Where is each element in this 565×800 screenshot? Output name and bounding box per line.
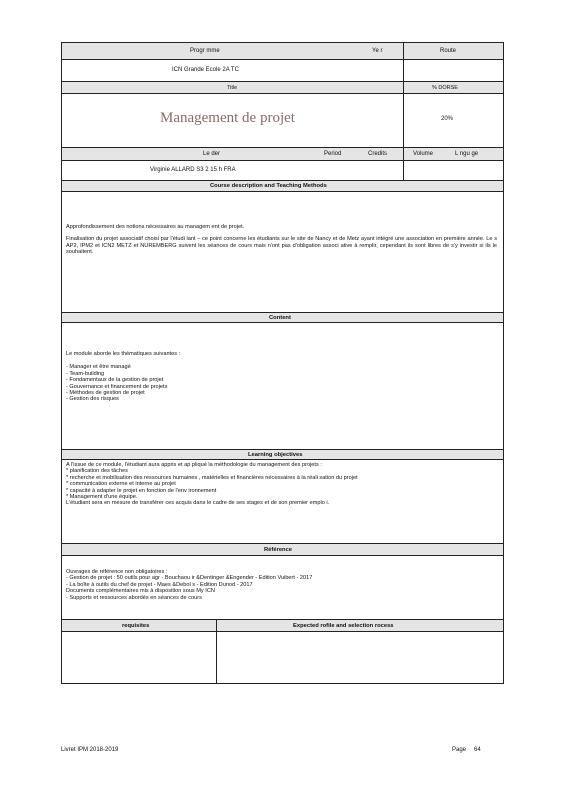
course-description-paragraph-2: Finalisation du projet associatif choisi par l'étudi lant – ce point concerne les étudiants sur le site de Nancy et de Metz ayant intégré une association en première année. Le s AP2, IPM2 et ICN2 METZ et NUREMBERG suivent les séances de cours mais n'ont pas d'obligation associ ative à remplir, cependant ils sont libres de s'y investir si ils le souhaitent. [66,236,497,256]
content-body [61,323,504,449]
leader-label: Le der [203,151,221,157]
reference-line: - Supports et ressources abordés en séances de cours [66,594,202,601]
course-description-heading-row [61,180,504,192]
learning-line: L'étudiant sera en mesure de transférer ces acquis dans le cadre de ses stages et de son premier emplo i. [66,500,330,507]
content-item: - Gouvernance et financement de projets [66,383,168,390]
reference-line: Documents complémentaires mis à disposition sous My ICN [66,588,215,595]
footer-page-label: Page [452,747,467,753]
content-heading-row [61,312,504,323]
reference-heading: Référence [264,547,293,553]
course-description-body [61,192,504,312]
prerequisites-heading-row [61,619,504,632]
language-label: L ngu ge [455,151,479,157]
course-description-paragraph-1: Approfondissement des notions nécessaires au managem ent de projet. [66,224,245,230]
learning-body [61,460,504,543]
dorse-value: 20% [441,116,454,122]
period-label: Period [324,151,342,157]
learning-line: * Management d'une équipe. [66,494,138,501]
title-header-row [61,81,504,94]
content-item: - Fondamentaux de la gestion de projet [66,377,164,384]
title-value-row [61,94,504,147]
learning-line: * planification des tâches [66,468,128,475]
learning-line: * communication externe et interne au projet [66,481,176,488]
reference-body [61,556,504,619]
programme-value: ICN Grande Ecole 2A TC [172,67,239,73]
leader-line: Virginie ALLARD S3 2 15 h FRA [150,167,236,173]
footer-page-number: 64 [474,747,481,753]
reference-line: - La boîte à outils du chef de projet - Maes &Debol s - Edition Dunod - 2017 [66,581,253,588]
content-intro: Le module aborde les thématiques suivantes : [66,351,181,357]
reference-line: Ouvrages de référence non obligatoires : [66,569,168,575]
learning-line: A l'issue de ce module, l'étudiant aura appris et ap pliqué la méthodologie du management des projets : [66,462,322,468]
leader-value-row [61,161,504,180]
course-description-heading: Course description and Teaching Methods [210,183,327,189]
footer-booklet-label: Livret IPM 2018-2019 [61,747,119,753]
programme-header-row [61,42,504,60]
course-sheet [61,42,504,684]
learning-heading: Learning objectives [248,452,303,458]
credits-label: Credits [368,151,388,157]
prerequisites-heading: requisites [122,623,150,629]
route-label: Route [440,48,457,54]
content-item: - Manager et être managé [66,364,131,371]
learning-heading-row [61,449,504,460]
programme-label: Progr mme [190,48,220,54]
dorse-label: % DORSE [432,85,458,91]
expected-profile-heading: Expected rofile and selection rocess [293,623,394,629]
leader-header-row [61,147,504,161]
volume-label: Volume [413,151,434,157]
programme-value-row [61,60,504,81]
title-label: Title [227,85,238,91]
content-item: - Team-building [66,370,105,377]
year-label: Ye r [372,48,383,54]
learning-line: * capacité à adapter le projet en fonction de l'env ironnement [66,487,217,494]
reference-line: - Gestion de projet : 50 outils pour agr - Bouchaou ir &Dentinger &Engender - Edition Vuibert - 2017 [66,575,313,582]
content-item: - Méthodes de gestion de projet [66,390,145,397]
prerequisites-body [61,632,504,684]
reference-heading-row [61,543,504,556]
learning-line: * recherche et mobilisation des ressources humaines , matérielles et financières nécessaires à la réali sation du projet [66,474,358,481]
content-heading: Content [269,315,291,321]
content-item: - Gestion des risques [66,396,119,403]
course-title: Management de projet [160,110,295,126]
